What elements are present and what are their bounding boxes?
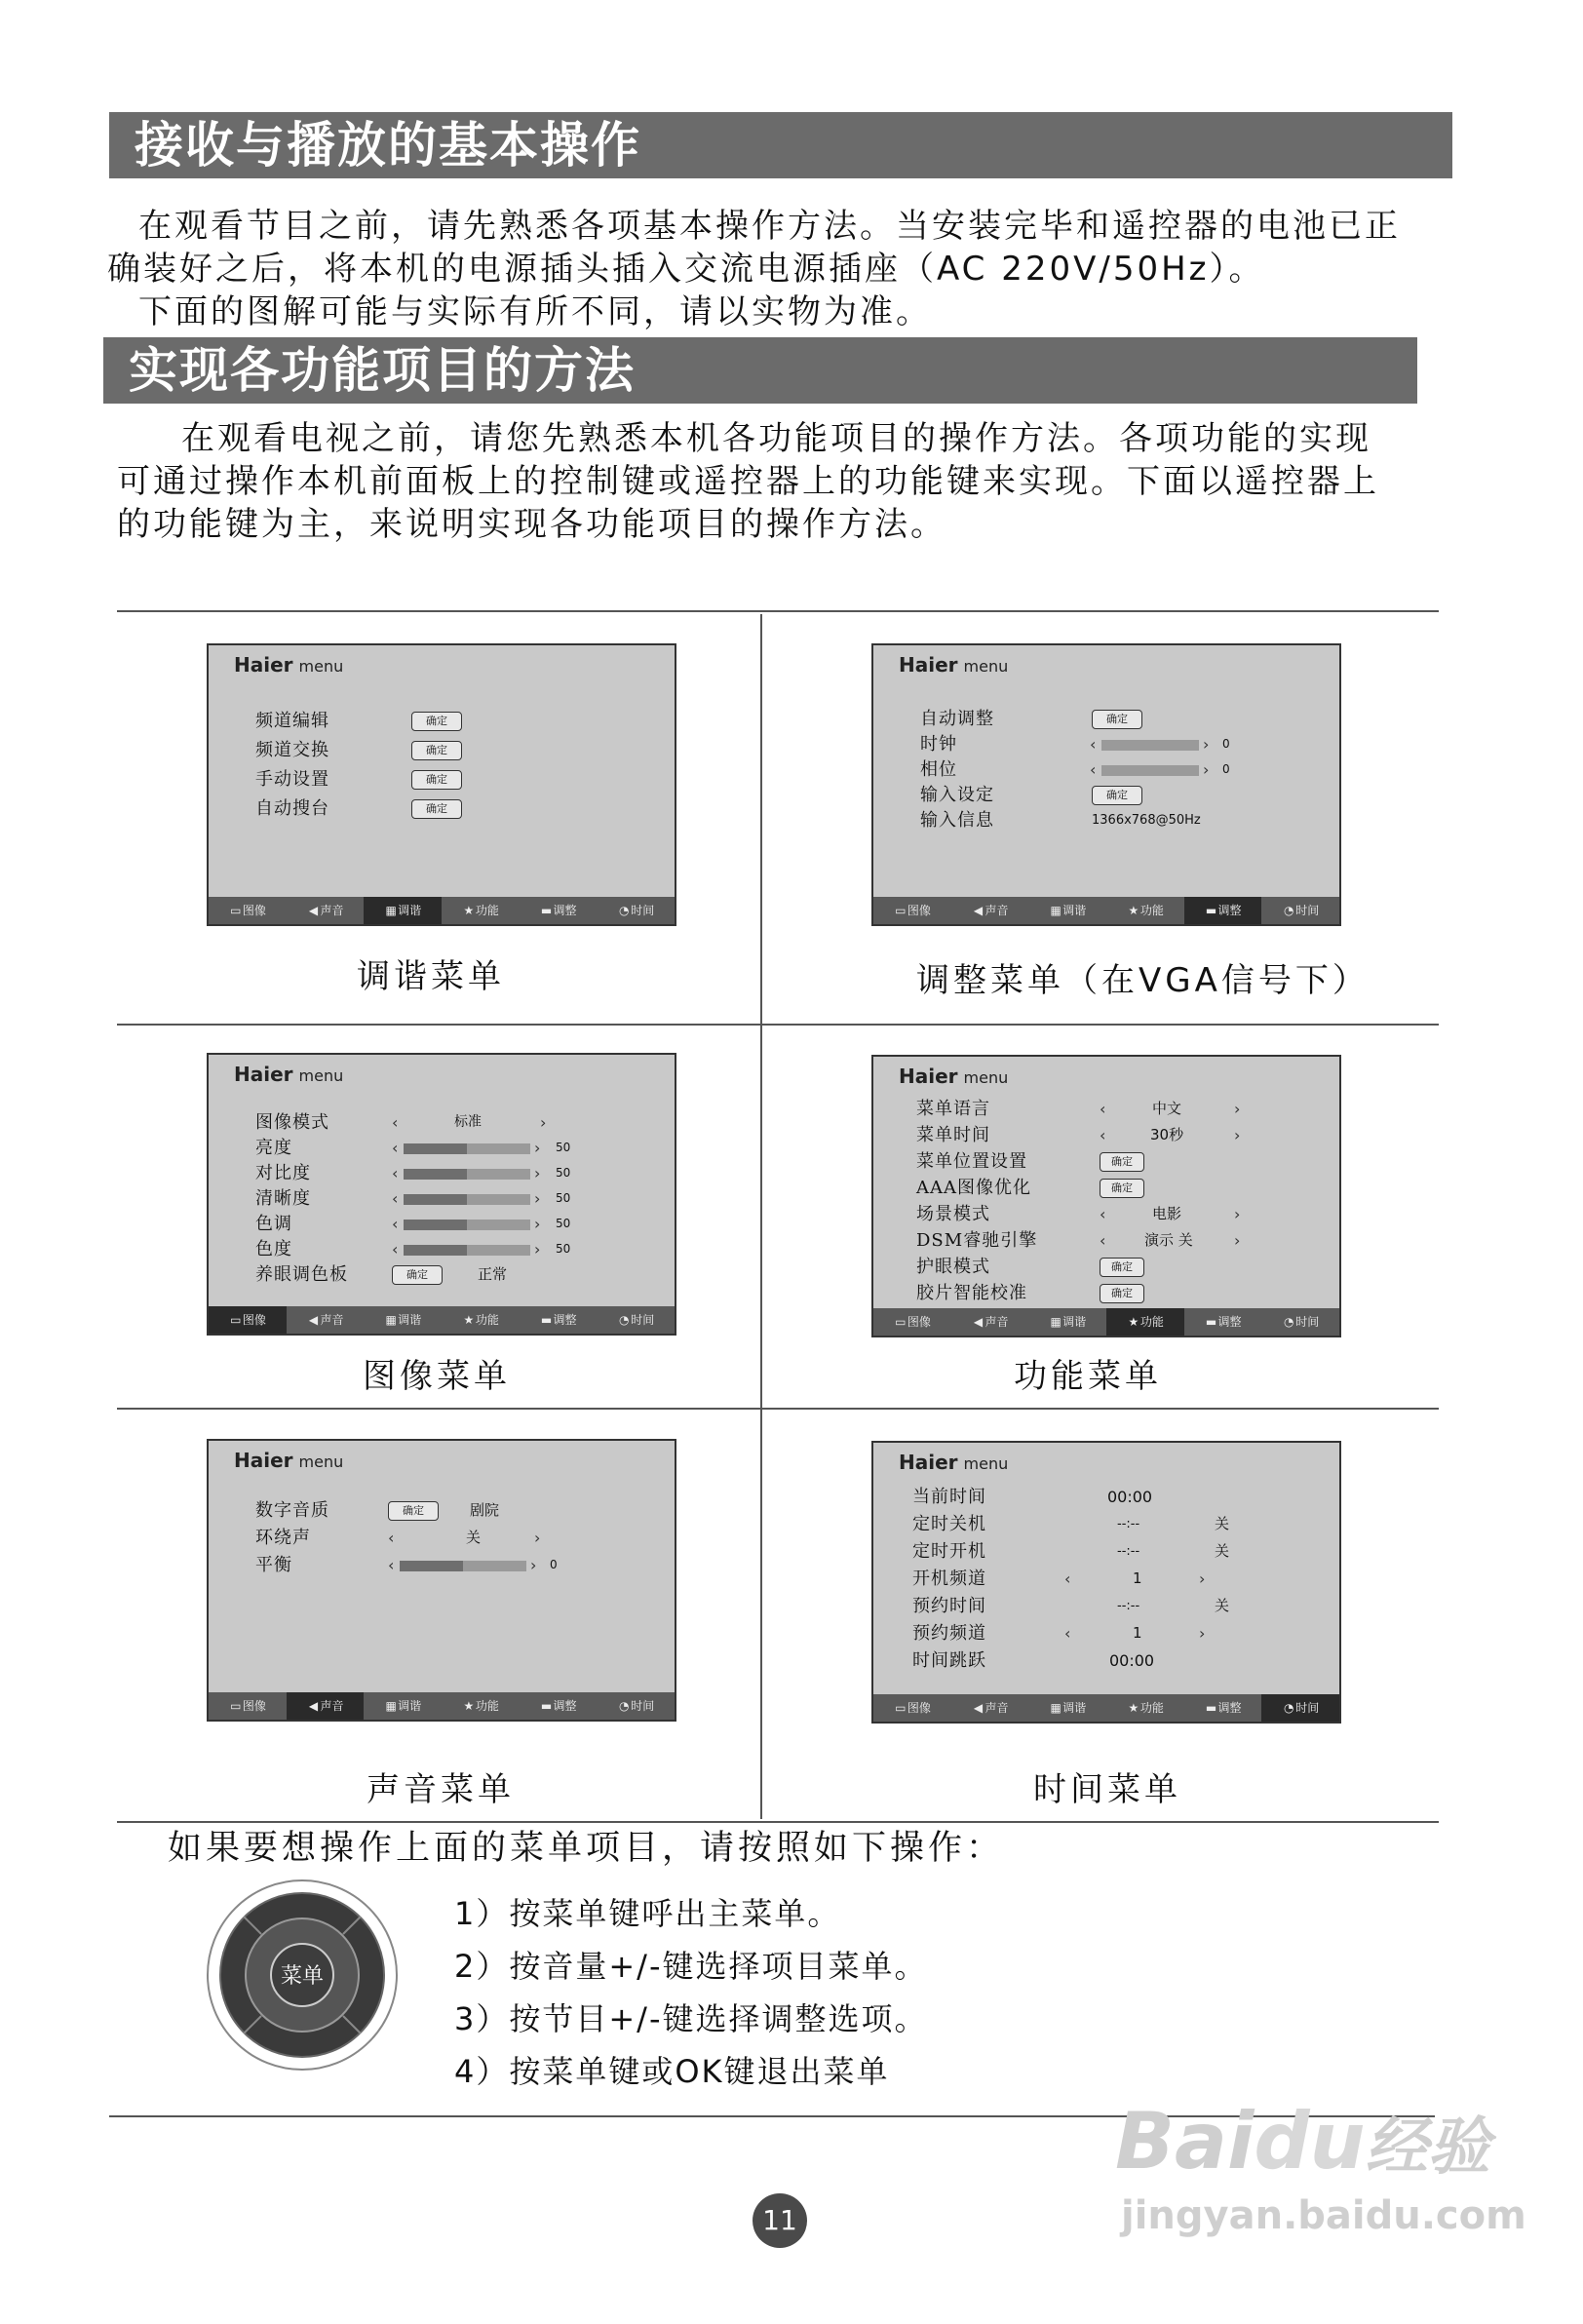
ok-button[interactable]: 确定 — [1100, 1152, 1144, 1172]
tab-adjust[interactable]: ▬调整 — [1184, 897, 1262, 924]
menu-tab-bar — [209, 1306, 675, 1334]
current-time-value: 00:00 — [1107, 1488, 1153, 1506]
tab-adjust[interactable]: ▬调整 — [1184, 1308, 1262, 1336]
menu-item: AAA图像优化 — [916, 1178, 1031, 1198]
star-icon: ★ — [1128, 1315, 1139, 1329]
sleep-state-value: 关 — [1215, 1515, 1230, 1532]
menu-item: 数字音质 — [255, 1500, 329, 1521]
menu-item: 胶片智能校准 — [916, 1283, 1027, 1303]
grid-line — [117, 610, 1439, 612]
tab-sound[interactable]: ◀ 声音 — [951, 897, 1029, 924]
monitor-icon: ▭ — [895, 1315, 907, 1329]
reserve-time-value: --:-- — [1117, 1599, 1140, 1613]
ok-button[interactable]: 确定 — [1092, 710, 1142, 729]
menu-item: 图像模式 — [255, 1112, 329, 1133]
tab-function[interactable]: ★ 功能 — [1106, 1308, 1184, 1336]
time-jump-value: 00:00 — [1109, 1651, 1155, 1670]
tab-time[interactable]: ◔ 时间 — [1261, 1694, 1339, 1722]
tab-sound[interactable]: ◀ 声音 — [287, 1306, 365, 1334]
slider-value: 0 — [1222, 762, 1230, 776]
haier-logo: Haier menu — [234, 653, 344, 677]
clock-icon: ◔ — [618, 1313, 630, 1327]
slider-fill — [404, 1169, 467, 1180]
menu-item: 对比度 — [255, 1163, 311, 1183]
left-arrow-icon[interactable]: ‹ — [1100, 1100, 1106, 1118]
ok-button[interactable]: 确定 — [1092, 786, 1142, 805]
left-arrow-icon[interactable]: ‹ — [392, 1164, 399, 1182]
slider-contrast[interactable] — [404, 1169, 530, 1180]
surround-value: 关 — [466, 1529, 482, 1546]
left-arrow-icon[interactable]: ‹ — [392, 1113, 399, 1132]
slider-fill — [400, 1561, 463, 1571]
left-arrow-icon[interactable]: ‹ — [388, 1556, 395, 1574]
right-arrow-icon[interactable]: › — [1234, 1231, 1241, 1250]
menu-tab-bar — [209, 1692, 675, 1720]
menu-item: 平衡 — [255, 1555, 292, 1575]
tv-screen-function — [871, 1055, 1341, 1337]
right-arrow-icon[interactable]: › — [530, 1556, 537, 1574]
slider-saturation[interactable] — [404, 1245, 530, 1256]
left-arrow-icon[interactable]: ‹ — [1090, 760, 1097, 779]
ok-button[interactable]: 确定 — [392, 1265, 443, 1285]
right-arrow-icon[interactable]: › — [1234, 1205, 1241, 1223]
tab-sound[interactable]: ◀ 声音 — [287, 897, 365, 924]
slider-value: 0 — [550, 1558, 558, 1571]
menu-item: 手动设置 — [255, 769, 329, 790]
menu-item: 定时开机 — [912, 1541, 986, 1562]
paragraph-line: 在观看电视之前，请您先熟悉本机各功能项目的操作方法。各项功能的实现 — [181, 419, 1371, 458]
right-arrow-icon[interactable]: › — [1234, 1100, 1241, 1118]
grid-icon: ▦ — [1050, 1701, 1062, 1715]
remote-menu-button[interactable]: 菜单 — [280, 1964, 324, 1989]
slider-value: 50 — [556, 1217, 571, 1230]
caption-picture: 图像菜单 — [363, 1357, 511, 1396]
clock-icon: ◔ — [618, 1699, 630, 1713]
haier-logo: Haier menu — [234, 1449, 344, 1472]
tab-adjust[interactable]: ▬调整 — [1184, 1694, 1262, 1722]
ok-button[interactable]: 确定 — [411, 712, 462, 731]
plug-icon: ▬ — [1205, 1315, 1217, 1329]
page-number: 11 — [753, 2193, 807, 2248]
menu-tab-bar — [873, 897, 1339, 924]
wake-state-value: 关 — [1215, 1542, 1230, 1560]
input-info-value: 1366x768@50Hz — [1092, 813, 1201, 828]
tab-adjust[interactable]: ▬调整 — [520, 1692, 598, 1720]
tv-screen-adjust — [871, 643, 1341, 926]
right-arrow-icon[interactable]: › — [534, 1529, 541, 1547]
left-arrow-icon[interactable]: ‹ — [1064, 1569, 1071, 1588]
speaker-icon: ◀ — [973, 1315, 984, 1329]
clock-icon: ◔ — [1283, 1315, 1294, 1329]
monitor-icon: ▭ — [895, 904, 907, 917]
slider-value: 50 — [556, 1191, 571, 1205]
menu-item: 亮度 — [255, 1138, 292, 1158]
tab-time[interactable]: ◔ 时间 — [597, 1692, 675, 1720]
menu-item: 频道交换 — [255, 740, 329, 760]
tab-function[interactable]: ★ 功能 — [442, 1306, 520, 1334]
clock-icon: ◔ — [1283, 1701, 1294, 1715]
left-arrow-icon[interactable]: ‹ — [392, 1215, 399, 1233]
menu-item: 输入设定 — [920, 785, 994, 805]
right-arrow-icon[interactable]: › — [534, 1215, 541, 1233]
menu-item: 时钟 — [920, 734, 957, 755]
right-arrow-icon[interactable]: › — [534, 1139, 541, 1157]
tab-picture[interactable]: ▭图像 — [873, 1308, 951, 1336]
reserve-state-value: 关 — [1215, 1597, 1230, 1614]
haier-logo: Haier menu — [899, 1065, 1009, 1088]
tab-tune[interactable]: ▦调谐 — [1028, 1694, 1106, 1722]
grid-icon: ▦ — [385, 904, 397, 917]
tab-adjust[interactable]: ▬调整 — [520, 1306, 598, 1334]
tab-sound[interactable]: ◀ 声音 — [951, 1308, 1029, 1336]
tab-function[interactable]: ★ 功能 — [442, 1692, 520, 1720]
grid-icon: ▦ — [385, 1699, 397, 1713]
menu-item: 预约时间 — [912, 1596, 986, 1616]
star-icon: ★ — [1128, 1701, 1139, 1715]
monitor-icon: ▭ — [230, 1699, 242, 1713]
menu-tab-bar — [873, 1694, 1339, 1722]
grid-divider — [760, 614, 762, 1819]
section-title-basic-ops: 接收与播放的基本操作 — [109, 112, 1452, 178]
tv-screen-picture — [207, 1053, 676, 1336]
left-arrow-icon[interactable]: ‹ — [1100, 1205, 1106, 1223]
palette-value: 正常 — [478, 1265, 508, 1283]
menu-item: 自动调整 — [920, 709, 994, 729]
slider-fill — [404, 1220, 467, 1230]
monitor-icon: ▭ — [895, 1701, 907, 1715]
caption-time: 时间菜单 — [1033, 1770, 1181, 1809]
monitor-icon: ▭ — [230, 904, 242, 917]
slider-value: 50 — [556, 1141, 571, 1154]
sleep-time-value: --:-- — [1117, 1517, 1140, 1531]
speaker-icon: ◀ — [308, 1313, 319, 1327]
ok-button[interactable]: 确定 — [411, 770, 462, 790]
tab-sound[interactable]: ◀ 声音 — [951, 1694, 1029, 1722]
caption-tune: 调谐菜单 — [357, 957, 505, 996]
menu-item: 预约频道 — [912, 1623, 986, 1644]
tab-function[interactable]: ★ 功能 — [1106, 1694, 1184, 1722]
menu-item: 菜单时间 — [916, 1125, 990, 1145]
left-arrow-icon[interactable]: ‹ — [1100, 1231, 1106, 1250]
reserve-channel-value: 1 — [1133, 1624, 1142, 1642]
clock-icon: ◔ — [1283, 904, 1294, 917]
tab-adjust[interactable]: ▬调整 — [520, 897, 598, 924]
slider-phase[interactable] — [1101, 765, 1199, 776]
slider-balance[interactable] — [400, 1561, 526, 1571]
tab-sound[interactable]: ◀ 声音 — [287, 1692, 365, 1720]
plug-icon: ▬ — [540, 1313, 553, 1327]
tab-tune[interactable]: ▦调谐 — [1028, 897, 1106, 924]
tab-tune[interactable]: ▦调谐 — [364, 897, 442, 924]
right-arrow-icon[interactable]: › — [1203, 760, 1210, 779]
menu-item: 菜单语言 — [916, 1099, 990, 1119]
plug-icon: ▬ — [1205, 904, 1217, 917]
right-arrow-icon[interactable]: › — [534, 1164, 541, 1182]
howto-step: 2）按音量+/-键选择项目菜单。 — [454, 1948, 928, 1985]
menu-item: 输入信息 — [920, 810, 994, 831]
grid-icon: ▦ — [1050, 904, 1062, 917]
tab-picture[interactable]: ▭图像 — [209, 1306, 287, 1334]
tab-function[interactable]: ★ 功能 — [1106, 897, 1184, 924]
clock-icon: ◔ — [618, 904, 630, 917]
slider-fill — [404, 1245, 467, 1256]
tab-tune[interactable]: ▦调谐 — [364, 1306, 442, 1334]
ok-button[interactable]: 确定 — [1100, 1284, 1144, 1303]
tab-tune[interactable]: ▦调谐 — [1028, 1308, 1106, 1336]
slider-fill — [404, 1143, 467, 1154]
menu-item: 环绕声 — [255, 1528, 311, 1548]
right-arrow-icon[interactable]: › — [1203, 735, 1210, 754]
star-icon: ★ — [463, 1313, 475, 1327]
menu-item: 养眼调色板 — [255, 1264, 348, 1285]
haier-logo: Haier menu — [899, 1451, 1009, 1474]
howto-step: 3）按节目+/-键选择调整选项。 — [454, 2000, 928, 2037]
menu-item: 清晰度 — [255, 1188, 311, 1209]
ok-button[interactable]: 确定 — [411, 741, 462, 760]
caption-adjust: 调整菜单（在VGA信号下） — [916, 961, 1370, 1000]
menu-item: DSM睿驰引擎 — [916, 1230, 1038, 1251]
paragraph-line: 可通过操作本机前面板上的控制键或遥控器上的功能键来实现。下面以遥控器上 — [117, 462, 1379, 501]
paragraph-line: 的功能键为主，来说明实现各功能项目的操作方法。 — [117, 505, 946, 544]
grid-line — [117, 1408, 1439, 1410]
haier-logo: Haier menu — [899, 653, 1009, 677]
tab-tune[interactable]: ▦调谐 — [364, 1692, 442, 1720]
paragraph-line: 下面的图解可能与实际有所不同，请以实物为准。 — [138, 292, 932, 331]
plug-icon: ▬ — [540, 1699, 553, 1713]
speaker-icon: ◀ — [308, 1699, 319, 1713]
menu-item: 护眼模式 — [916, 1257, 990, 1277]
speaker-icon: ◀ — [973, 904, 984, 917]
right-arrow-icon[interactable]: › — [534, 1240, 541, 1259]
slider-brightness[interactable] — [404, 1143, 530, 1154]
howto-step: 1）按菜单键呼出主菜单。 — [454, 1895, 841, 1932]
caption-sound: 声音菜单 — [367, 1770, 515, 1809]
baidu-watermark-logo: Baidu经验 — [1115, 2096, 1490, 2187]
tab-function[interactable]: ★ 功能 — [442, 897, 520, 924]
left-arrow-icon[interactable]: ‹ — [1090, 735, 1097, 754]
right-arrow-icon[interactable]: › — [1199, 1569, 1206, 1588]
slider-value: 0 — [1222, 737, 1230, 751]
dsm-value: 演示 关 — [1144, 1231, 1193, 1249]
right-arrow-icon[interactable]: › — [534, 1189, 541, 1208]
wake-time-value: --:-- — [1117, 1544, 1140, 1559]
left-arrow-icon[interactable]: ‹ — [392, 1240, 399, 1259]
tv-screen-sound — [207, 1439, 676, 1722]
menu-language-value: 中文 — [1152, 1100, 1182, 1117]
menu-item: 定时关机 — [912, 1514, 986, 1534]
slider-value: 50 — [556, 1166, 571, 1180]
menu-item: 时间跳跃 — [912, 1650, 986, 1671]
menu-item: 色度 — [255, 1239, 292, 1259]
star-icon: ★ — [1128, 904, 1139, 917]
ok-button[interactable]: 确定 — [1100, 1258, 1144, 1277]
menu-tab-bar — [873, 1308, 1339, 1336]
caption-function: 功能菜单 — [1014, 1357, 1162, 1396]
slider-hue[interactable] — [404, 1220, 530, 1230]
left-arrow-icon[interactable]: ‹ — [1064, 1624, 1071, 1643]
left-arrow-icon[interactable]: ‹ — [1100, 1126, 1106, 1144]
menu-item: 色调 — [255, 1214, 292, 1234]
power-on-channel-value: 1 — [1133, 1569, 1142, 1587]
tv-screen-time — [871, 1441, 1341, 1724]
monitor-icon: ▭ — [230, 1313, 242, 1327]
left-arrow-icon[interactable]: ‹ — [392, 1139, 399, 1157]
tab-picture[interactable]: ▭图像 — [209, 1692, 287, 1720]
speaker-icon: ◀ — [308, 904, 319, 917]
scene-mode-value: 电影 — [1152, 1205, 1182, 1222]
slider-fill — [404, 1194, 467, 1205]
tab-picture[interactable]: ▭图像 — [873, 897, 951, 924]
howto-title: 如果要想操作上面的菜单项目，请按照如下操作： — [168, 1829, 1005, 1868]
tab-picture[interactable]: ▭图像 — [873, 1694, 951, 1722]
paragraph-line: 在观看节目之前，请先熟悉各项基本操作方法。当安装完毕和遥控器的电池已正 — [138, 207, 1401, 246]
menu-item: 菜单位置设置 — [916, 1151, 1027, 1172]
tv-screen-tune — [207, 643, 676, 926]
star-icon: ★ — [463, 1699, 475, 1713]
tab-time[interactable]: ◔ 时间 — [1261, 1308, 1339, 1336]
slider-sharpness[interactable] — [404, 1194, 530, 1205]
plug-icon: ▬ — [1205, 1701, 1217, 1715]
grid-icon: ▦ — [1050, 1315, 1062, 1329]
ok-button[interactable]: 确定 — [388, 1501, 439, 1521]
ok-button[interactable]: 确定 — [1100, 1179, 1144, 1198]
menu-item: 开机频道 — [912, 1569, 986, 1589]
paragraph-line: 确装好之后，将本机的电源插头插入交流电源插座（AC 220V/50Hz）。 — [107, 250, 1265, 289]
right-arrow-icon[interactable]: › — [540, 1113, 547, 1132]
star-icon: ★ — [463, 904, 475, 917]
tab-time[interactable]: ◔ 时间 — [597, 1306, 675, 1334]
baidu-watermark-url: jingyan.baidu.com — [1121, 2193, 1526, 2238]
menu-item: 当前时间 — [912, 1487, 986, 1507]
ok-button[interactable]: 确定 — [411, 799, 462, 819]
menu-item: 场景模式 — [916, 1204, 990, 1224]
picture-mode-value: 标准 — [454, 1114, 482, 1130]
tab-time[interactable]: ◔ 时间 — [1261, 897, 1339, 924]
tab-time[interactable]: ◔ 时间 — [597, 897, 675, 924]
plug-icon: ▬ — [540, 904, 553, 917]
howto-step: 4）按菜单键或OK键退出菜单 — [454, 2053, 890, 2090]
section-title-function-methods: 实现各功能项目的方法 — [103, 337, 1417, 404]
haier-logo: Haier menu — [234, 1063, 344, 1086]
slider-value: 50 — [556, 1242, 571, 1256]
right-arrow-icon[interactable]: › — [1199, 1624, 1206, 1643]
menu-tab-bar — [209, 897, 675, 924]
slider-clock[interactable] — [1101, 740, 1199, 751]
grid-icon: ▦ — [385, 1313, 397, 1327]
menu-time-value: 30秒 — [1150, 1126, 1184, 1143]
speaker-icon: ◀ — [973, 1701, 984, 1715]
menu-item: 相位 — [920, 759, 957, 780]
digital-sound-value: 剧院 — [470, 1501, 500, 1519]
left-arrow-icon[interactable]: ‹ — [392, 1189, 399, 1208]
grid-line — [117, 1024, 1439, 1026]
right-arrow-icon[interactable]: › — [1234, 1126, 1241, 1144]
tab-picture[interactable]: ▭图像 — [209, 897, 287, 924]
left-arrow-icon[interactable]: ‹ — [388, 1529, 395, 1547]
menu-item: 频道编辑 — [255, 711, 329, 731]
menu-item: 自动搜台 — [255, 798, 329, 819]
